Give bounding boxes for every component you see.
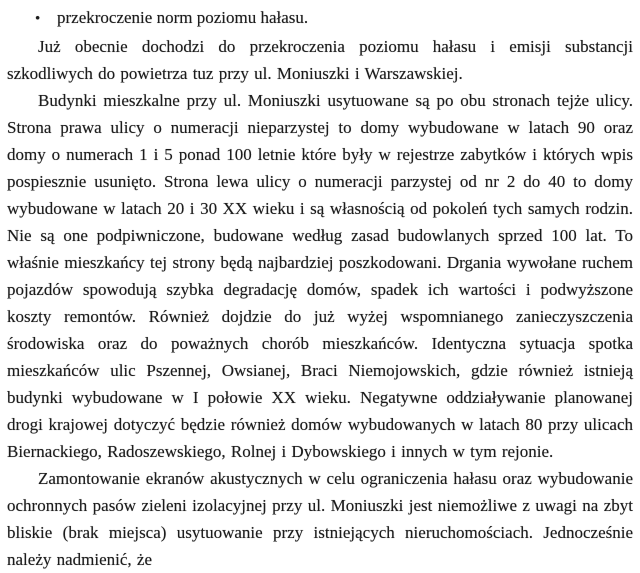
paragraph-acoustic-screens: Zamontowanie ekranów akustycznych w celu ograniczenia hałasu oraz wybudowanie ochronnych pasów zieleni izolacyjnej przy ul. Moniuszki jest niemożliwe z uwagi na zbyt bliskie (brak miejsca) usytuowanie przy istniejących nieruchomościach. Jednocześnie należy nadmienić, że xyxy=(7,469,633,569)
paragraph-buildings-moniuszki: Budynki mieszkalne przy ul. Moniuszki usytuowane są po obu stronach tejże ulicy. Strona prawa ulicy o numeracji nieparzystej to domy wybudowane w latach 90 oraz domy o numerach 1 i 5 ponad 100 letnie które były w rejestrze zabytków i których wpis pospiesznie usunięto. Strona lewa ulicy o numeracji parzystej od nr 2 do 40 to domy wybudowane w latach 20 i 30 XX wieku i są własnością od pokoleń tych samych rodzin. Nie są one podpiwniczone, budowane według zasad budowlanych sprzed 100 lat. To właśnie mieszkańcy tej strony będą najbardziej poszkodowani. Drgania wywołane ruchem pojazdów spowodują szybka degradację domów, spadek ich wartości i podwyższone koszty remontów. Również dojdzie do już wyżej wspomnianego zanieczyszczenia środowiska oraz do poważnych chorób mieszkańców. Identyczna sytuacja spotka mieszkańców ulic Pszennej, Owsianej, Braci Niemojowskich, gdzie również istnieją budynki wybudowane w I połowie XX wieku. Negatywne oddziaływanie planowanej drogi krajowej dotyczyć będzie również domów wybudowanych w latach 80 przy ulicach Biernackiego, Radoszewskiego, Rolnej i Dybowskiego i innych w tym rejonie. xyxy=(7,91,633,461)
bullet-item-text: przekroczenie norm poziomu hałasu. xyxy=(57,8,309,27)
bullet-marker-icon: • xyxy=(35,11,41,27)
bullet-list-item xyxy=(7,4,633,33)
paragraph-noise-current: Już obecnie dochodzi do przekroczenia poziomu hałasu i emisji substancji szkodliwych do powietrza tuz przy ul. Moniuszki i Warszawskiej. xyxy=(7,37,633,83)
